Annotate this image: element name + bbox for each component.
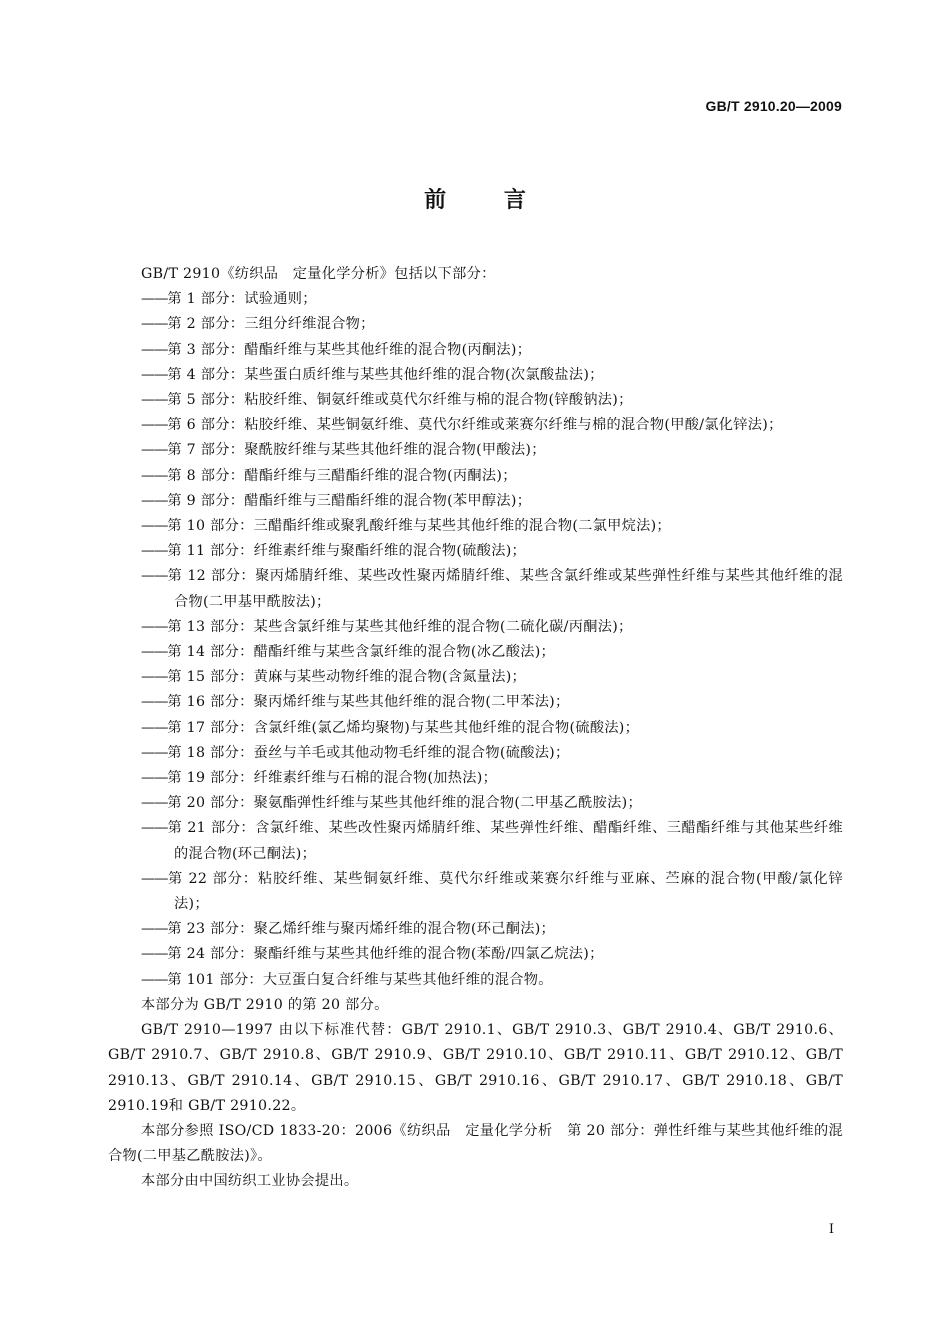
list-item [108, 388, 843, 413]
list-item-text: 第 101 部分：大豆蛋白复合纤维与某些其他纤维的混合物。 [167, 971, 553, 988]
list-dash: —— [141, 568, 168, 585]
list-dash: —— [141, 744, 168, 761]
list-item-text: 第 11 部分：纤维素纤维与聚酯纤维的混合物(硫酸法)； [167, 543, 527, 560]
list-dash: —— [141, 770, 168, 787]
list-item [108, 438, 843, 463]
list-item [108, 665, 843, 690]
standard-code: GB/T 2910.20—2009 [705, 98, 842, 114]
list-dash: —— [141, 795, 168, 812]
list-item [108, 791, 843, 816]
list-item [108, 615, 843, 640]
list-dash: —— [141, 492, 168, 509]
list-dash: —— [141, 543, 168, 560]
list-dash: —— [141, 618, 168, 635]
list-item [108, 942, 843, 967]
list-item-text: 第 3 部分：醋酯纤维与某些其他纤维的混合物(丙酮法)； [167, 341, 532, 358]
list-dash: —— [141, 644, 168, 661]
list-dash: —— [141, 518, 168, 535]
list-item-text: 第 16 部分：聚丙烯纤维与某些其他纤维的混合物(二甲苯法)； [167, 694, 570, 711]
list-dash: —— [141, 366, 168, 383]
list-dash: —— [141, 467, 168, 484]
list-item-text: 第 4 部分：某些蛋白质纤维与某些其他纤维的混合物(次氯酸盐法)； [167, 366, 604, 383]
body-paragraph: GB/T 2910—1997 由以下标准代替：GB/T 2910.1、GB/T 2910.3、GB/T 2910.4、GB/T 2910.6、GB/T 2910.7、GB/T 2910.8、GB/T 2910.9、GB/T 2910.10、GB/T 2910.11、GB/T 2910.12、GB/T 2910.13、GB/T 2910.14、GB/T 2910.15、GB/T 2910.16、GB/T 2910.17、GB/T 2910.18、GB/T 2910.19和 GB/T 2910.22。 [108, 1022, 843, 1114]
list-item-text: 第 14 部分：醋酯纤维与某些含氯纤维的混合物(冰乙酸法)； [167, 644, 556, 661]
list-item [108, 766, 843, 791]
list-item-text: 第 20 部分：聚氨酯弹性纤维与某些其他纤维的混合物(二甲基乙酰胺法)； [167, 795, 642, 812]
paragraph-list [108, 993, 843, 1195]
list-dash: —— [141, 669, 168, 686]
list-item [108, 312, 843, 337]
list-item-text: 第 24 部分：聚酯纤维与某些其他纤维的混合物(苯酚/四氯乙烷法)； [167, 946, 604, 963]
list-item [108, 363, 843, 388]
list-item-text: 第 7 部分：聚酰胺纤维与某些其他纤维的混合物(甲酸法)； [167, 442, 546, 459]
list-item [108, 287, 843, 312]
page-title: 前 言 [424, 188, 526, 213]
list-dash: —— [141, 316, 168, 333]
body-paragraph: 本部分为 GB/T 2910 的第 20 部分。 [141, 996, 389, 1013]
list-item-text: 第 15 部分：黄麻与某些动物纤维的混合物(含氮量法)； [167, 669, 527, 686]
list-dash: —— [141, 870, 168, 887]
list-item [108, 464, 843, 489]
list-item-text: 第 19 部分：纤维素纤维与石棉的混合物(加热法)； [167, 770, 498, 787]
parts-list [108, 287, 843, 993]
list-item-text: 第 22 部分：粘胶纤维、某些铜氨纤维、莫代尔纤维或莱赛尔纤维与亚麻、苎麻的混合物(甲酸/氯化锌法)； [167, 870, 843, 913]
list-dash: —— [141, 820, 168, 837]
list-item [108, 413, 843, 438]
list-item-text: 第 2 部分：三组分纤维混合物； [167, 316, 375, 333]
list-dash: —— [141, 921, 168, 938]
list-dash: —— [141, 392, 168, 409]
list-dash: —— [141, 291, 168, 308]
page-number: I [828, 1222, 834, 1237]
list-item-text: 第 21 部分：含氯纤维、某些改性聚丙烯腈纤维、某些弹性纤维、醋酯纤维、三醋酯纤维与其他某些纤维的混合物(环己酮法)； [167, 820, 843, 862]
list-item-text: 第 9 部分：醋酯纤维与三醋酯纤维的混合物(苯甲醇法)； [167, 492, 532, 509]
list-item-text: 第 5 部分：粘胶纤维、铜氨纤维或莫代尔纤维与棉的混合物(锌酸钠法)； [167, 392, 633, 409]
document-body [108, 262, 843, 1195]
list-item [108, 489, 843, 514]
list-item [108, 867, 843, 917]
list-dash: —— [141, 417, 168, 434]
list-dash: —— [141, 719, 168, 736]
list-item [108, 539, 843, 564]
body-paragraph: 本部分参照 ISO/CD 1833-20：2006《纺织品 定量化学分析 第 20 部分：弹性纤维与某些其他纤维的混合物(二甲基乙酰胺法)》。 [108, 1122, 843, 1165]
list-item-text: 第 10 部分：三醋酯纤维或聚乳酸纤维与某些其他纤维的混合物(二氯甲烷法)； [167, 518, 671, 535]
list-item-text: 第 13 部分：某些含氯纤维与某些其他纤维的混合物(二硫化碳/丙酮法)； [167, 618, 633, 635]
list-dash: —— [141, 442, 168, 459]
list-item-text: 第 23 部分：聚乙烯纤维与聚丙烯纤维的混合物(环己酮法)； [167, 921, 556, 938]
list-item-text: 第 12 部分：聚丙烯腈纤维、某些改性聚丙烯腈纤维、某些含氯纤维或某些弹性纤维与某些其他纤维的混合物(二甲基甲酰胺法)； [167, 568, 843, 610]
list-item [108, 564, 843, 614]
list-item [108, 816, 843, 866]
list-dash: —— [141, 694, 168, 711]
list-item [108, 338, 843, 363]
list-item [108, 917, 843, 942]
list-item [108, 690, 843, 715]
list-item-text: 第 1 部分：试验通则； [167, 291, 317, 308]
list-item [108, 968, 843, 993]
list-item-text: 第 18 部分：蚕丝与羊毛或其他动物毛纤维的混合物(硫酸法)； [167, 744, 570, 761]
list-dash: —— [141, 971, 168, 988]
list-item [108, 640, 843, 665]
body-paragraph: 本部分由中国纺织工业协会提出。 [141, 1173, 359, 1190]
list-dash: —— [141, 946, 168, 963]
list-item [108, 741, 843, 766]
list-item-text: 第 6 部分：粘胶纤维、某些铜氨纤维、莫代尔纤维或莱赛尔纤维与棉的混合物(甲酸/氯化锌法)； [167, 417, 783, 434]
intro-paragraph: GB/T 2910《纺织品 定量化学分析》包括以下部分： [141, 266, 496, 282]
list-item [108, 514, 843, 539]
list-item-text: 第 8 部分：醋酯纤维与三醋酯纤维的混合物(丙酮法)； [167, 467, 517, 484]
list-dash: —— [141, 341, 168, 358]
list-item [108, 716, 843, 741]
list-item-text: 第 17 部分：含氯纤维(氯乙烯均聚物)与某些其他纤维的混合物(硫酸法)； [167, 719, 640, 736]
